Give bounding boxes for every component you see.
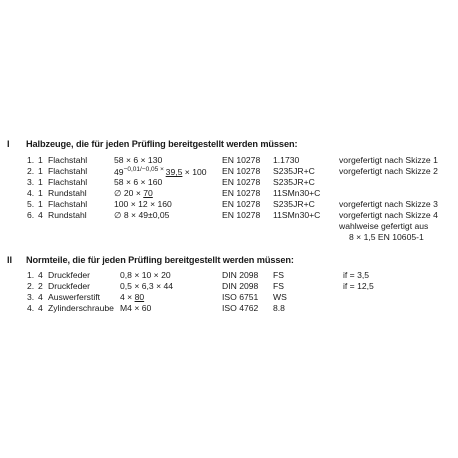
row-dimension: M4 × 60 <box>120 303 152 313</box>
row-material: 11SMn30+C <box>273 210 321 220</box>
row-norm: EN 10278 <box>222 166 261 176</box>
row-material: 11SMn30+C <box>273 188 321 198</box>
row-dimension: ∅ 8 × 49±0,05 <box>114 210 170 220</box>
row-position: 3. <box>27 177 35 187</box>
halbzeug-note-line-1 <box>0 221 458 232</box>
row-material: FS <box>273 281 284 291</box>
row-quantity: 4 <box>38 270 43 280</box>
row-norm: EN 10278 <box>222 210 261 220</box>
row-position: 5. <box>27 199 35 209</box>
note-text: 8 × 1,5 EN 10605-1 <box>349 232 424 242</box>
row-quantity: 1 <box>38 155 43 165</box>
normteil-row-3 <box>0 292 458 303</box>
row-norm: EN 10278 <box>222 199 261 209</box>
row-name: Rundstahl <box>48 210 87 220</box>
row-name: Druckfeder <box>48 270 91 280</box>
halbzeug-row-5 <box>0 199 458 210</box>
section-1-title: Halbzeuge, die für jeden Prüfling bereitgestellt werden müssen: <box>26 139 298 149</box>
row-norm: EN 10278 <box>222 188 261 198</box>
dim-part: 4 × <box>120 292 135 302</box>
row-name: Rundstahl <box>48 188 87 198</box>
row-name: Flachstahl <box>48 155 88 165</box>
halbzeug-row-1 <box>0 155 458 166</box>
row-dimension: 58 × 6 × 160 <box>114 177 163 187</box>
row-dimension <box>114 188 153 199</box>
dim-underlined: 39,5 <box>165 166 183 177</box>
row-position: 4. <box>27 188 35 198</box>
row-norm: DIN 2098 <box>222 270 259 280</box>
row-dimension: 0,8 × 10 × 20 <box>120 270 171 280</box>
row-name: Flachstahl <box>48 199 88 209</box>
row-material: WS <box>273 292 287 302</box>
section-2-title: Normteile, die für jeden Prüfling bereitgestellt werden müssen: <box>26 255 294 265</box>
row-note: vorgefertigt nach Skizze 3 <box>339 199 438 209</box>
halbzeug-note-line-2 <box>0 232 458 243</box>
row-quantity: 2 <box>38 281 43 291</box>
row-norm: EN 10278 <box>222 177 261 187</box>
row-position: 2. <box>27 166 35 176</box>
row-quantity: 1 <box>38 199 43 209</box>
dim-tolerance: −0,01/−0,05 × <box>123 166 166 173</box>
row-quantity: 1 <box>38 166 43 176</box>
row-position: 1. <box>27 155 35 165</box>
row-material: S235JR+C <box>273 199 315 209</box>
row-norm: DIN 2098 <box>222 281 259 291</box>
row-position: 4. <box>27 303 35 313</box>
dim-part: 49 <box>114 166 124 177</box>
row-material: 8.8 <box>273 303 285 313</box>
halbzeug-row-4 <box>0 188 458 199</box>
normteil-row-1 <box>0 270 458 281</box>
row-note: if = 12,5 <box>343 281 374 291</box>
dim-part: × 100 <box>182 166 207 177</box>
row-norm: ISO 4762 <box>222 303 259 313</box>
row-quantity: 4 <box>38 292 43 302</box>
row-quantity: 1 <box>38 177 43 187</box>
dim-part: ∅ 20 × <box>114 188 144 198</box>
row-name: Druckfeder <box>48 281 91 291</box>
row-dimension: 100 × 12 × 160 <box>114 199 172 209</box>
dim-underlined: 70 <box>143 188 153 198</box>
row-position: 1. <box>27 270 35 280</box>
row-dimension <box>120 292 144 302</box>
normteil-row-4 <box>0 303 458 314</box>
note-text: wahlweise gefertigt aus <box>339 221 429 231</box>
row-material: FS <box>273 270 284 280</box>
halbzeug-row-6 <box>0 210 458 221</box>
row-quantity: 4 <box>38 210 43 220</box>
row-dimension: 58 × 6 × 130 <box>114 155 163 165</box>
row-name: Auswerferstift <box>48 292 101 302</box>
row-name: Zylinderschraube <box>48 303 114 313</box>
section-2-number: II <box>7 255 13 265</box>
row-material: S235JR+C <box>273 177 315 187</box>
normteil-row-2 <box>0 281 458 292</box>
row-material: 1.1730 <box>273 155 300 165</box>
section-1-number: I <box>7 139 10 149</box>
row-note: vorgefertigt nach Skizze 1 <box>339 155 438 165</box>
row-position: 2. <box>27 281 35 291</box>
row-material: S235JR+C <box>273 166 315 176</box>
row-position: 3. <box>27 292 35 302</box>
halbzeug-row-3 <box>0 177 458 188</box>
row-note: if = 3,5 <box>343 270 370 280</box>
row-note: vorgefertigt nach Skizze 4 <box>339 210 438 220</box>
row-name: Flachstahl <box>48 166 88 176</box>
row-dimension: 0,5 × 6,3 × 44 <box>120 281 174 291</box>
row-note: vorgefertigt nach Skizze 2 <box>339 166 438 176</box>
halbzeug-row-2 <box>0 166 458 177</box>
row-quantity: 4 <box>38 303 43 313</box>
row-norm: ISO 6751 <box>222 292 259 302</box>
row-dimension <box>114 166 207 177</box>
row-quantity: 1 <box>38 188 43 198</box>
dim-underlined: 80 <box>134 292 145 302</box>
row-position: 6. <box>27 210 35 220</box>
row-name: Flachstahl <box>48 177 88 187</box>
row-norm: EN 10278 <box>222 155 261 165</box>
